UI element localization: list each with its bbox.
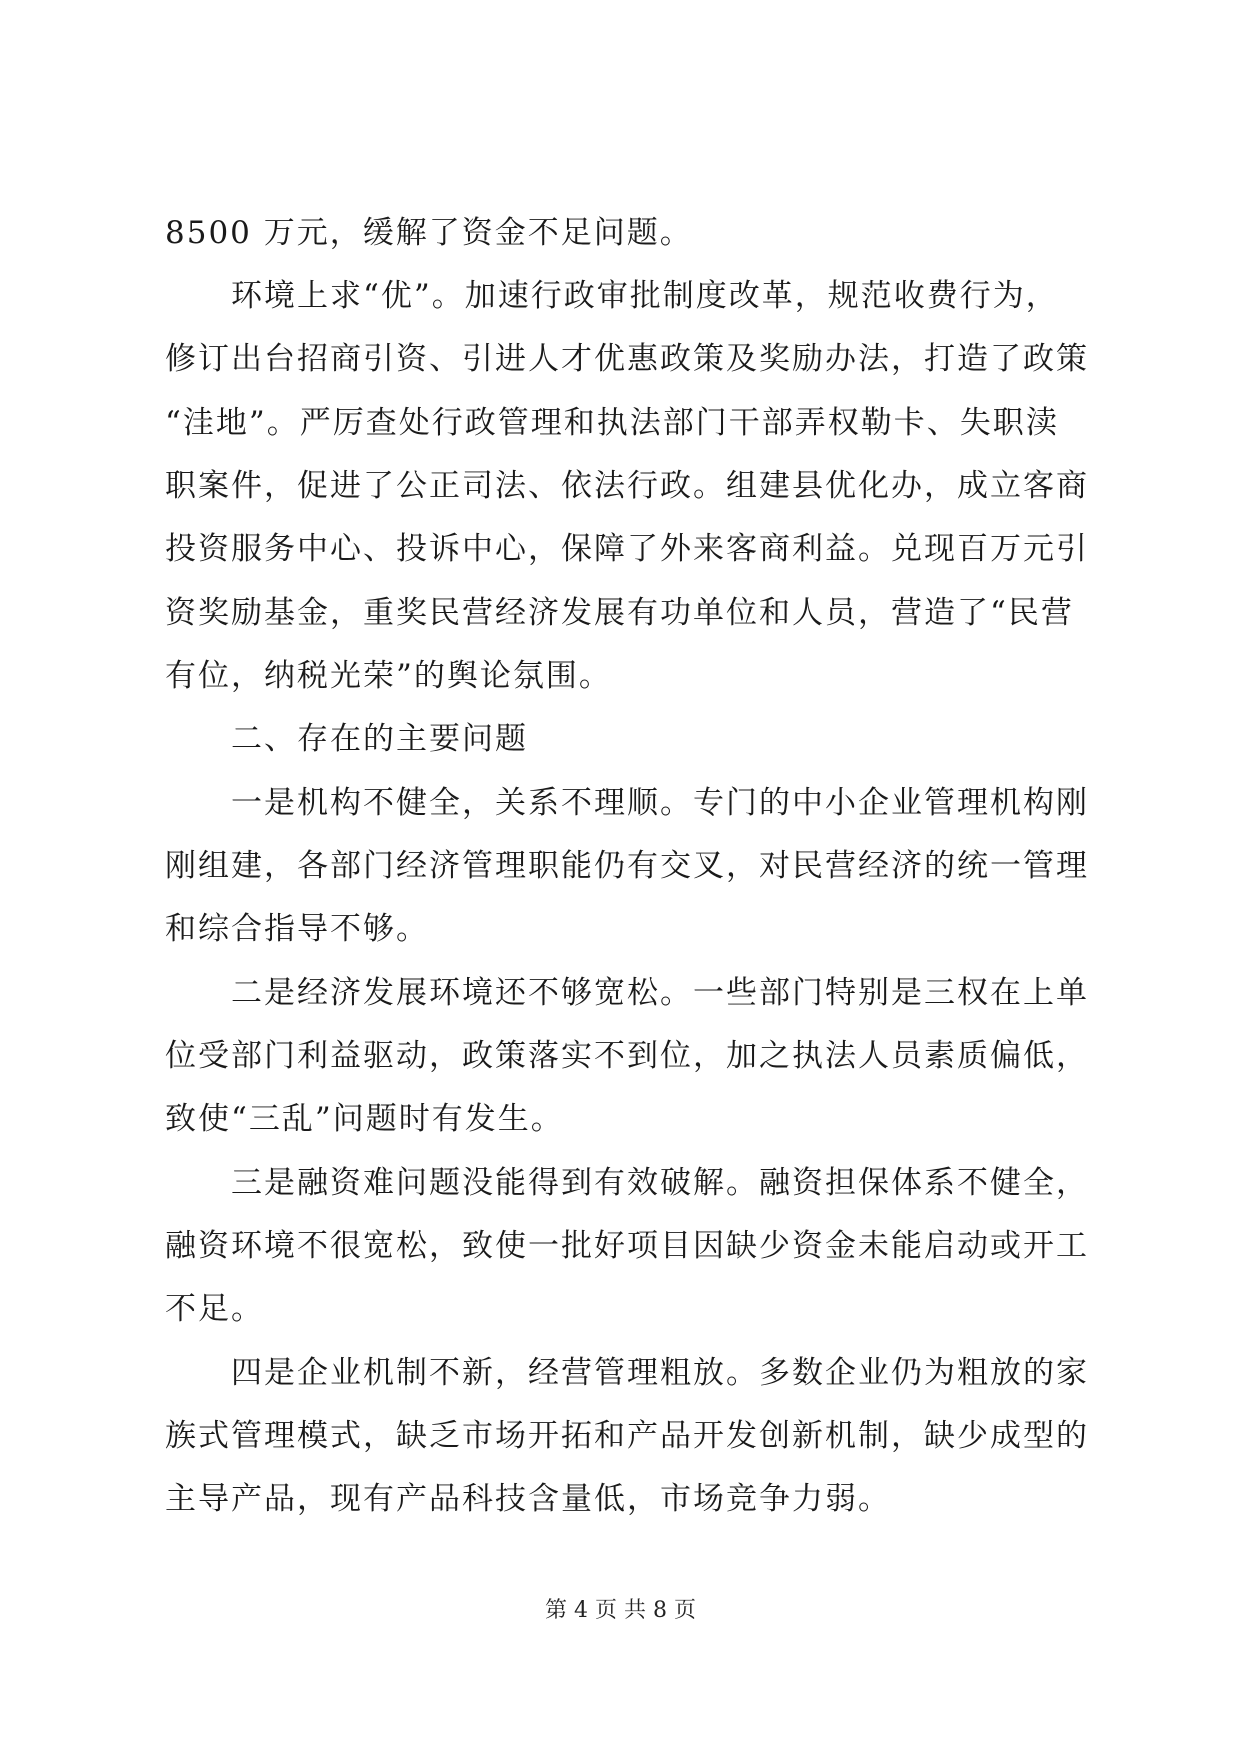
text-line: 三是融资难问题没能得到有效破解。融资担保体系不健全， [231,1165,1089,1201]
text-line: 二是经济发展环境还不够宽松。一些部门特别是三权在上单 [231,975,1089,1011]
text-line: 四是企业机制不新，经营管理粗放。多数企业仍为粗放的家 [231,1355,1089,1391]
text-line: 致使“三乱”问题时有发生。 [165,1101,564,1137]
text-line: 修订出台招商引资、引进人才优惠政策及奖励办法，打造了政策 [165,341,1089,377]
text-line: 刚组建，各部门经济管理职能仍有交叉，对民营经济的统一管理 [165,848,1089,884]
page-footer: 第 4 页 共 8 页 [545,1598,696,1623]
text-line: 职案件，促进了公正司法、依法行政。组建县优化办，成立客商 [165,468,1089,504]
text-line: 主导产品，现有产品科技含量低，市场竞争力弱。 [165,1481,891,1517]
text-line: “洼地”。严厉查处行政管理和执法部门干部弄权勒卡、失职渎 [165,405,1059,441]
text-line: 族式管理模式，缺乏市场开拓和产品开发创新机制，缺少成型的 [165,1418,1089,1454]
text-line: 位受部门利益驱动，政策落实不到位，加之执法人员素质偏低， [165,1038,1089,1074]
text-line: 有位，纳税光荣”的舆论氛围。 [165,658,612,694]
text-line: 8500 万元，缓解了资金不足问题。 [165,215,693,251]
text-line: 环境上求“优”。加速行政审批制度改革，规范收费行为， [231,278,1059,314]
text-line: 和综合指导不够。 [165,911,429,947]
section-heading: 二、存在的主要问题 [231,721,528,757]
text-line: 投资服务中心、投诉中心，保障了外来客商利益。兑现百万元引 [165,531,1089,567]
text-line: 融资环境不很宽松，致使一批好项目因缺少资金未能启动或开工 [165,1228,1089,1264]
text-line: 资奖励基金，重奖民营经济发展有功单位和人员，营造了“民营 [165,595,1074,631]
text-line: 一是机构不健全，关系不理顺。专门的中小企业管理机构刚 [231,785,1089,821]
text-line: 不足。 [165,1291,264,1327]
